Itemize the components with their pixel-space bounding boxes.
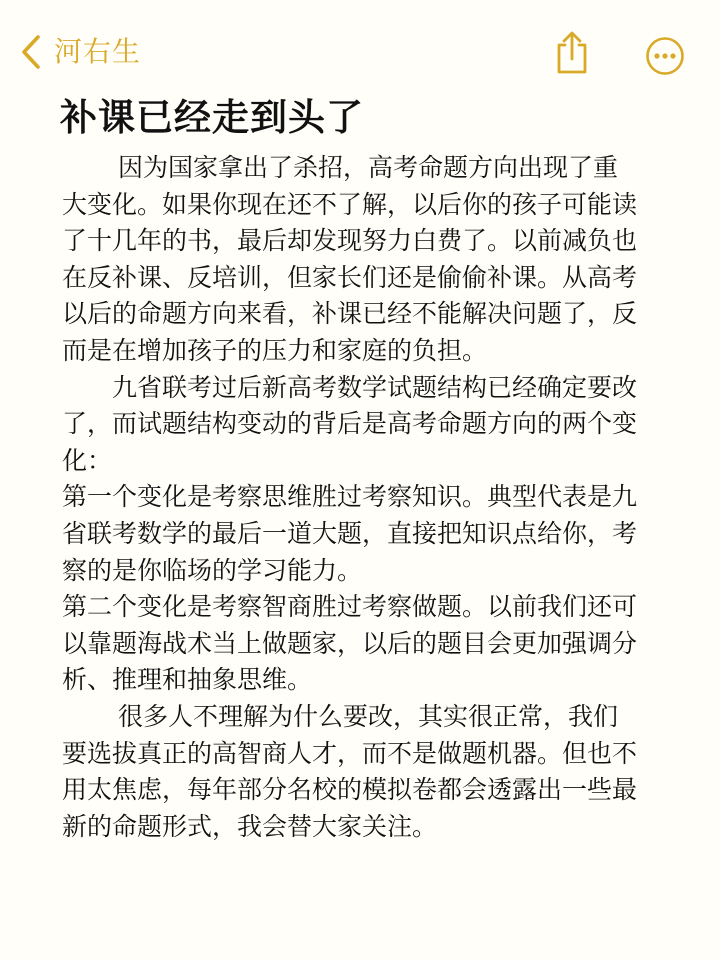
note-paragraph: 第一个变化是考察思维胜过考察知识。典型代表是九省联考数学的最后一道大题，直接把知识点给你，考察的是你临场的学习能力。: [62, 482, 638, 585]
more-icon[interactable]: [645, 36, 685, 76]
note-paragraph: 第二个变化是考察智商胜过考察做题。以前我们还可以靠题海战术当上做题家，以后的题目会更加强调分析、推理和抽象思维。: [62, 592, 638, 695]
top-bar: [0, 0, 720, 90]
note-title: 补课已经走到头了: [60, 96, 364, 139]
note-body[interactable]: [62, 150, 640, 845]
note-paragraph: 很多人不理解为什么要改，其实很正常，我们要选拔真正的高智商人才，而不是做题机器。但也不用太焦虑，每年部分名校的模拟卷都会透露出一些最新的命题形式，我会替大家关注。: [62, 701, 638, 841]
chevron-left-icon: [18, 32, 44, 72]
note-paragraph: 因为国家拿出了杀招，高考命题方向出现了重大变化。如果你现在还不了解，以后你的孩子可能读了十几年的书，最后却发现努力白费了。以前减负也在反补课、反培训，但家长们还是偷偷补课。从高考以后的命题方向来看，补课已经不能解决问题了，反而是在增加孩子的压力和家庭的负担。: [62, 153, 638, 365]
share-icon[interactable]: [553, 30, 591, 76]
back-button-label: 河右生: [54, 35, 142, 68]
note-paragraph: 九省联考过后新高考数学试题结构已经确定要改了，而试题结构变动的背后是高考命题方向的两个变化：: [62, 372, 638, 475]
back-button[interactable]: [18, 32, 141, 72]
